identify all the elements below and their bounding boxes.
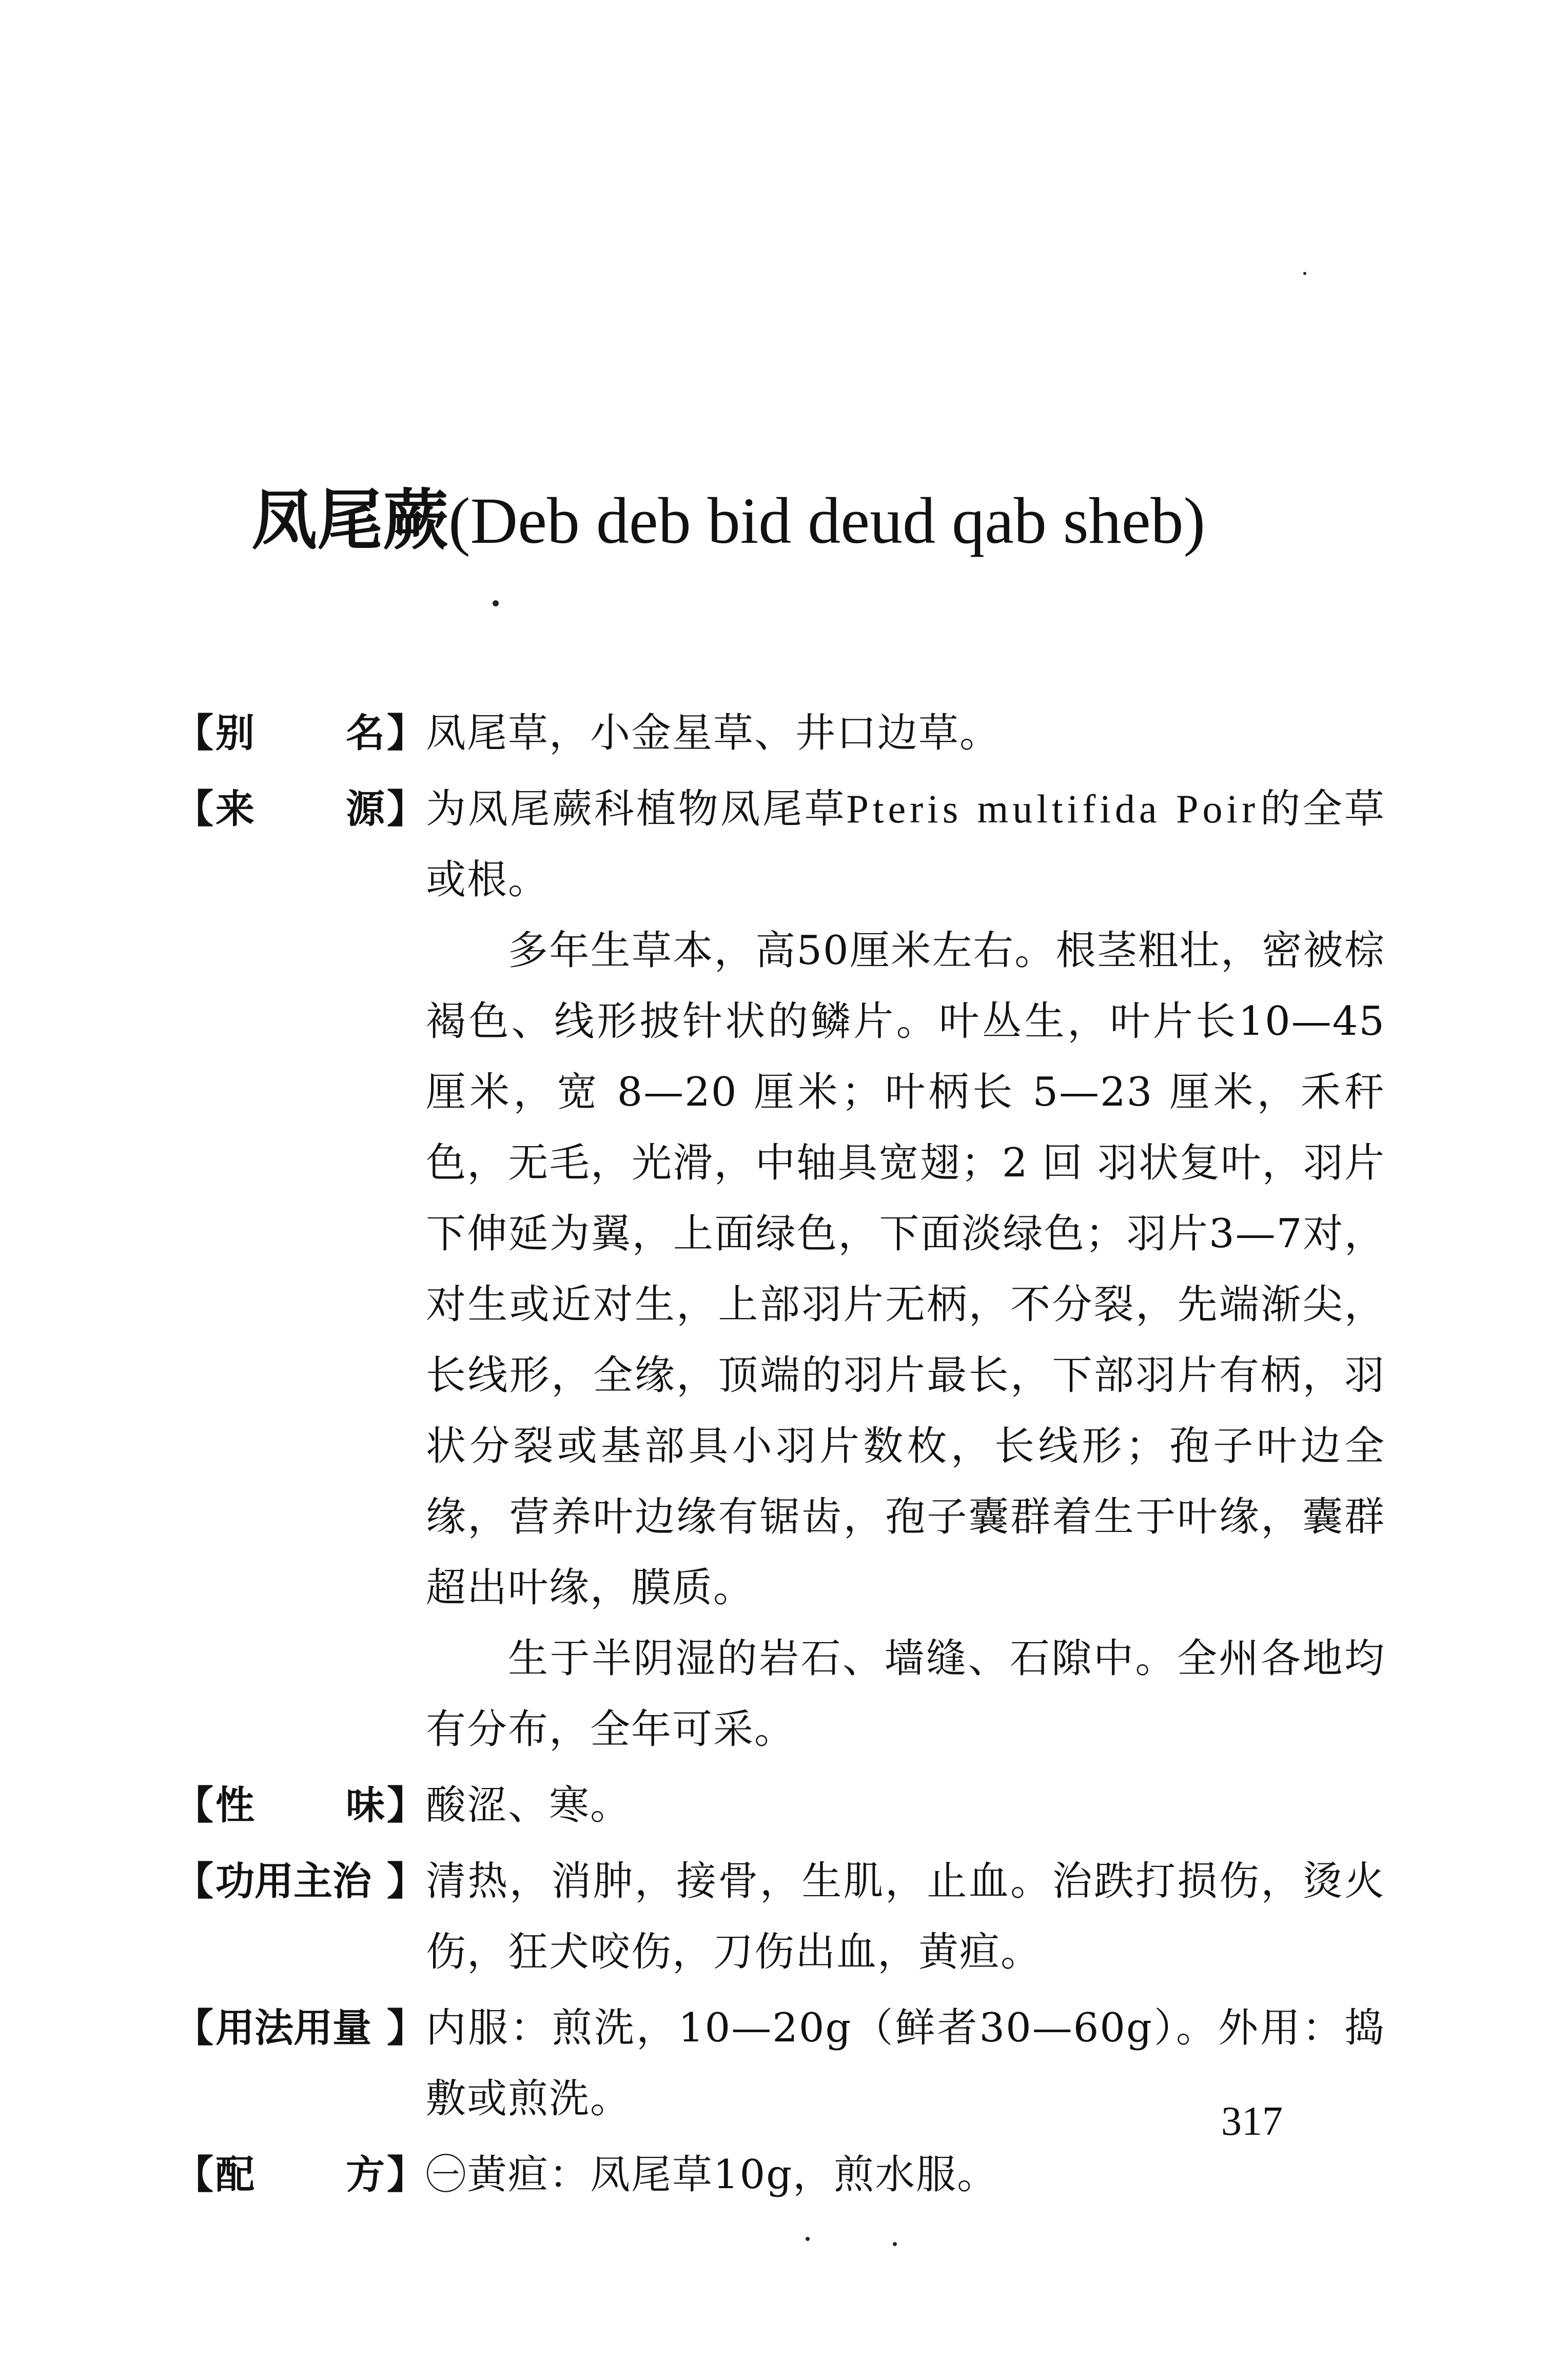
- entry-usage: [174, 1993, 1385, 2134]
- scan-speck: [806, 2237, 810, 2241]
- entry-source: [174, 774, 1385, 1765]
- entry-function: [174, 1846, 1385, 1988]
- page-number: 317: [1221, 2099, 1283, 2144]
- scan-speck: [1303, 272, 1306, 275]
- entry-label: 【 功用主治 】: [174, 1858, 426, 1904]
- entry-label: 【 来 源 】: [174, 786, 426, 832]
- scan-speck: [493, 600, 499, 606]
- entry-content: 凤尾草，小金星草、井口边草。: [426, 710, 1001, 756]
- title-chinese: 凤尾蕨: [251, 482, 449, 559]
- latin-species-name: Pteris multifida Poir: [846, 786, 1260, 831]
- scan-speck: [893, 2242, 897, 2246]
- entry-prescription: [174, 2139, 1385, 2210]
- entry-content: 清热，消肿，接骨，生肌，止血。治跌打损伤，烫火伤，狂犬咬伤，刀伤出血，黄疸。: [426, 1858, 1385, 1975]
- entry-alias: [174, 698, 1385, 769]
- title-latin: (Deb deb bid deud qab sheb): [448, 484, 1206, 557]
- entry-content: 酸涩、寒。: [426, 1782, 632, 1828]
- entry-taste: [174, 1770, 1385, 1841]
- entry-label: 【 用法用量 】: [174, 2005, 426, 2051]
- entry-label: 【 性 味 】: [174, 1782, 426, 1828]
- description-paragraph: 多年生草本，高50厘米左右。根茎粗壮，密被棕褐色、线形披针状的鳞片。叶丛生，叶片长10—45厘米，宽 8—20 厘米；叶柄长 5—23 厘米，禾秆色，无毛，光滑，中轴具宽翅；2 回 羽状复叶，羽片下伸延为翼，上面绿色，下面淡绿色；羽片3—7对，对生或近对生，上部羽片无柄，不分裂，先端渐尖，长线形，全缘，顶端的羽片最长，下部羽片有柄，羽状分裂或基部具小羽片数枚，长线形；孢子叶边全缘，营养叶边缘有锯齿，孢子囊群着生于叶缘，囊群超出叶缘，膜质。: [426, 928, 1385, 1611]
- entry-content: ㊀黄疸：凤尾草10g，煎水服。: [426, 2152, 998, 2198]
- habitat-paragraph: 生于半阴湿的岩石、墙缝、石隙中。全州各地均有分布，全年可采。: [426, 1636, 1385, 1753]
- page-title: [251, 477, 1205, 564]
- entry-label: 【 配 方 】: [174, 2152, 426, 2197]
- entry-content: 内服：煎洗，10—20g（鲜者30—60g）。外用：捣敷或煎洗。: [426, 2005, 1385, 2122]
- entry-list: [174, 698, 1385, 2215]
- entry-content: 为凤尾蕨科植物凤尾草Pteris multifida Poir的全草或根。 多年生草本，高50厘米左右。根茎粗壮，密被棕褐色、线形披针状的鳞片。叶丛生，叶片长10—45厘米，宽 8—20 厘米；叶柄长 5—23 厘米，禾秆色，无毛，光滑，中轴具宽翅；2 回 羽状复叶，羽片下伸延为翼，上面绿色，下面淡绿色；羽片3—7对，对生或近对生，上部羽片无柄，不分裂，先端渐尖，长线形，全缘，顶端的羽片最长，下部羽片有柄，羽状分裂或基部具小羽片数枚，长线形；孢子叶边全缘，营养叶边缘有锯齿，孢子囊群着生于叶缘，囊群超出叶缘，膜质。 生于半阴湿的岩石、墙缝、石隙中。全州各地均有分布，全年可采。: [426, 774, 1385, 1765]
- entry-label: 【 别 名 】: [174, 710, 426, 756]
